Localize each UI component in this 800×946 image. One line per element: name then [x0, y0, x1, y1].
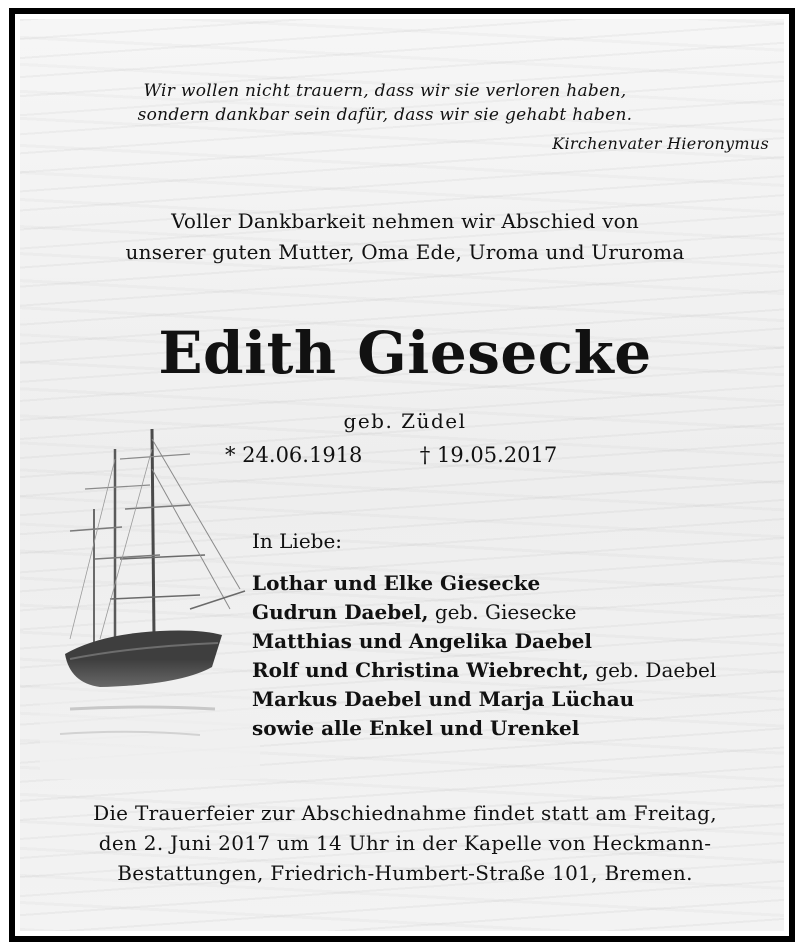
mourner-name: Gudrun Daebel,: [252, 600, 429, 624]
mourner-suffix: geb. Giesecke: [428, 600, 577, 624]
intro-line-2: unserer guten Mutter, Oma Ede, Uroma und Ururoma: [125, 240, 685, 264]
service-line-3: Bestattungen, Friedrich-Humbert-Straße 101, Bremen.: [117, 861, 693, 885]
quote-line-2: sondern dankbar sein dafür, dass wir sie gehabt haben.: [137, 105, 633, 125]
mourner-name: Matthias und Angelika Daebel: [252, 629, 592, 653]
obituary-frame: [9, 8, 795, 942]
mourner-suffix: geb. Daebel: [588, 658, 717, 682]
death-date: † 19.05.2017: [419, 443, 558, 467]
mourner-name: Rolf und Christina Wiebrecht,: [252, 658, 589, 682]
service-line-2: den 2. Juni 2017 um 14 Uhr in der Kapelle von Heckmann-: [98, 831, 712, 855]
mourner-line: [252, 714, 579, 742]
mourner-name: sowie alle Enkel und Urenkel: [252, 716, 580, 740]
obituary-background: [20, 19, 784, 931]
intro-line-1: Voller Dankbarkeit nehmen wir Abschied von: [171, 209, 639, 233]
service-line-1: Die Trauerfeier zur Abschiednahme findet statt am Freitag,: [93, 801, 717, 825]
mourner-name: Markus Daebel und Marja Lüchau: [252, 687, 635, 711]
mourner-line: [252, 598, 576, 626]
mourner-line: [252, 627, 592, 655]
mourner-name: Lothar und Elke Giesecke: [252, 571, 541, 595]
quote-line-1: Wir wollen nicht trauern, dass wir sie verloren haben,: [143, 81, 627, 101]
mourner-line: [252, 656, 716, 684]
quote-attribution: Kirchenvater Hieronymus: [552, 134, 769, 153]
birth-name: geb. Züdel: [343, 409, 467, 433]
mourners-heading: In Liebe:: [252, 529, 343, 553]
life-dates: [225, 443, 557, 467]
deceased-name: Edith Giesecke: [158, 319, 652, 387]
mourner-line: [252, 569, 540, 597]
birth-date: * 24.06.1918: [225, 443, 363, 467]
mourner-line: [252, 685, 634, 713]
